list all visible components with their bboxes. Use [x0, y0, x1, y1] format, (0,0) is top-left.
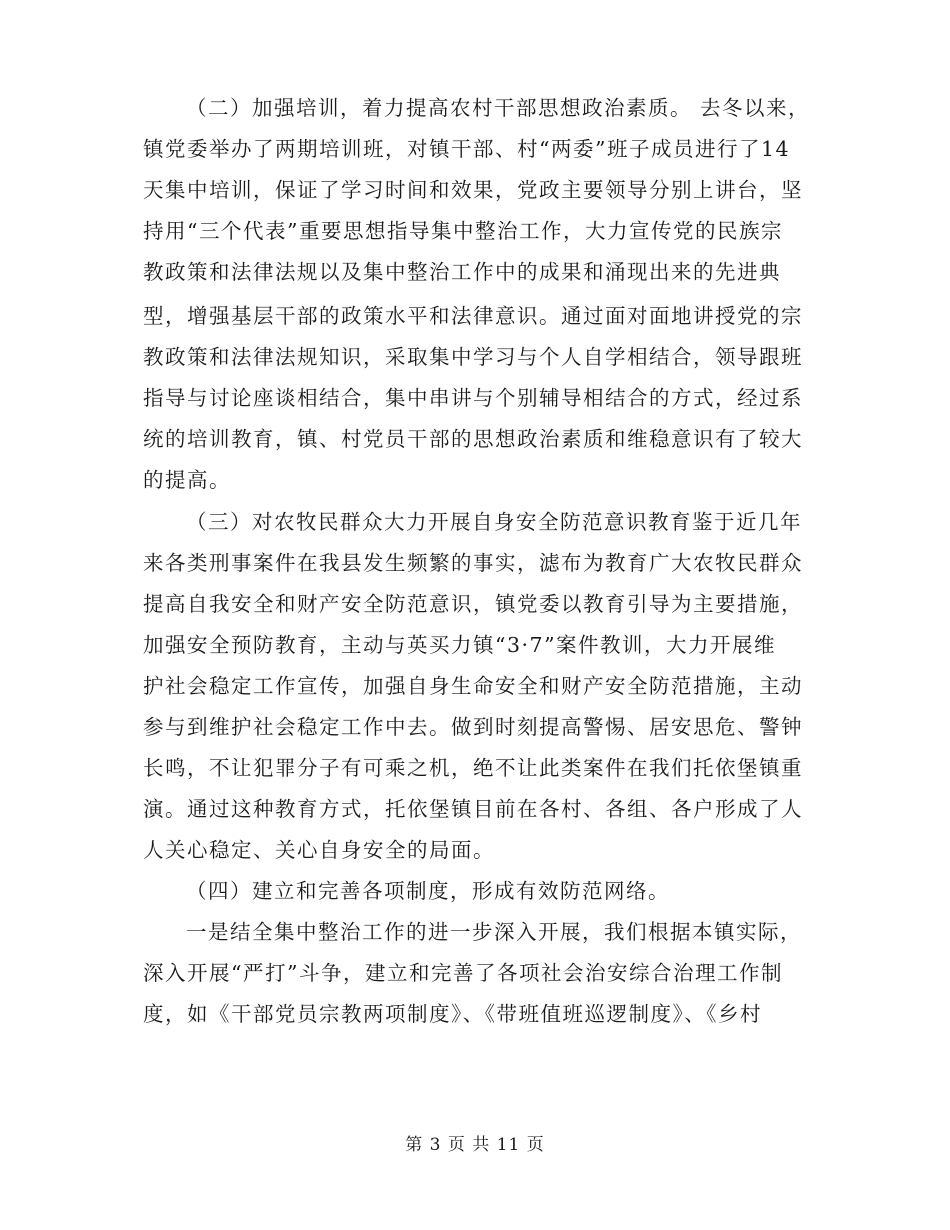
text-line: 长鸣，不让犯罪分子有可乘之机，绝不让此类案件在我们托依堡镇重 — [143, 756, 803, 780]
text-line: 型，增强基层干部的政策水平和法律意识。通过面对面地讲授党的宗 — [143, 304, 803, 328]
text-line: 指导与讨论座谈相结合，集中串讲与个别辅导相结合的方式，经过系 — [143, 386, 803, 410]
text-line: 镇党委举办了两期培训班，对镇干部、村“两委”班子成员进行了14 — [143, 137, 791, 161]
text-line: 教政策和法律法规知识，采取集中学习与个人自学相结合，领导跟班 — [143, 345, 803, 369]
text-line: 人关心稳定、关心自身安全的局面。 — [143, 838, 495, 862]
text-line: 的提高。 — [143, 468, 231, 492]
page-footer: 第 3 页 共 11 页 — [405, 1135, 545, 1155]
text-line: 持用“三个代表”重要思想指导集中整治工作，大力宣传党的民族宗 — [143, 219, 783, 243]
text-line: （三）对农牧民群众大力开展自身安全防范意识教育鉴于近几年 — [186, 510, 802, 534]
text-line: 护社会稳定工作宣传，加强自身生命安全和财产安全防范措施，主动 — [143, 674, 803, 698]
text-line: 参与到维护社会稳定工作中去。做到时刻提高警惕、居安思危、警钟 — [143, 715, 803, 739]
text-line: 统的培训教育，镇、村党员干部的思想政治素质和维稳意识有了较大 — [143, 427, 803, 451]
text-line: 演。通过这种教育方式，托依堡镇目前在各村、各组、各户形成了人 — [143, 797, 803, 821]
text-line: 教政策和法律法规以及集中整治工作中的成果和涌现出来的先进典 — [143, 260, 781, 284]
text-line: 深入开展“严打”斗争，建立和完善了各项社会治安综合治理工作制 — [143, 961, 783, 985]
text-line: 度，如《干部党员宗教两项制度》、《带班值班巡逻制度》、《乡村 — [143, 1002, 762, 1026]
text-line: 提高自我安全和财产安全防范意识，镇党委以教育引导为主要措施， — [143, 592, 803, 616]
text-line: 来各类刑事案件在我县发生频繁的事实，滤布为教育广大农牧民群众 — [143, 551, 803, 575]
text-line: （四）建立和完善各项制度，形成有效防范网络。 — [186, 879, 670, 903]
text-line: 加强安全预防教育，主动与英买力镇“3·7”案件教训，大力开展维 — [143, 633, 777, 657]
text-line: 天集中培训，保证了学习时间和效果，党政主要领导分别上讲台，坚 — [143, 178, 803, 202]
text-line: 一是结全集中整治工作的进一步深入开展，我们根据本镇实际， — [186, 920, 802, 944]
text-line: （二）加强培训，着力提高农村干部思想政治素质。 去冬以来， — [186, 96, 811, 120]
